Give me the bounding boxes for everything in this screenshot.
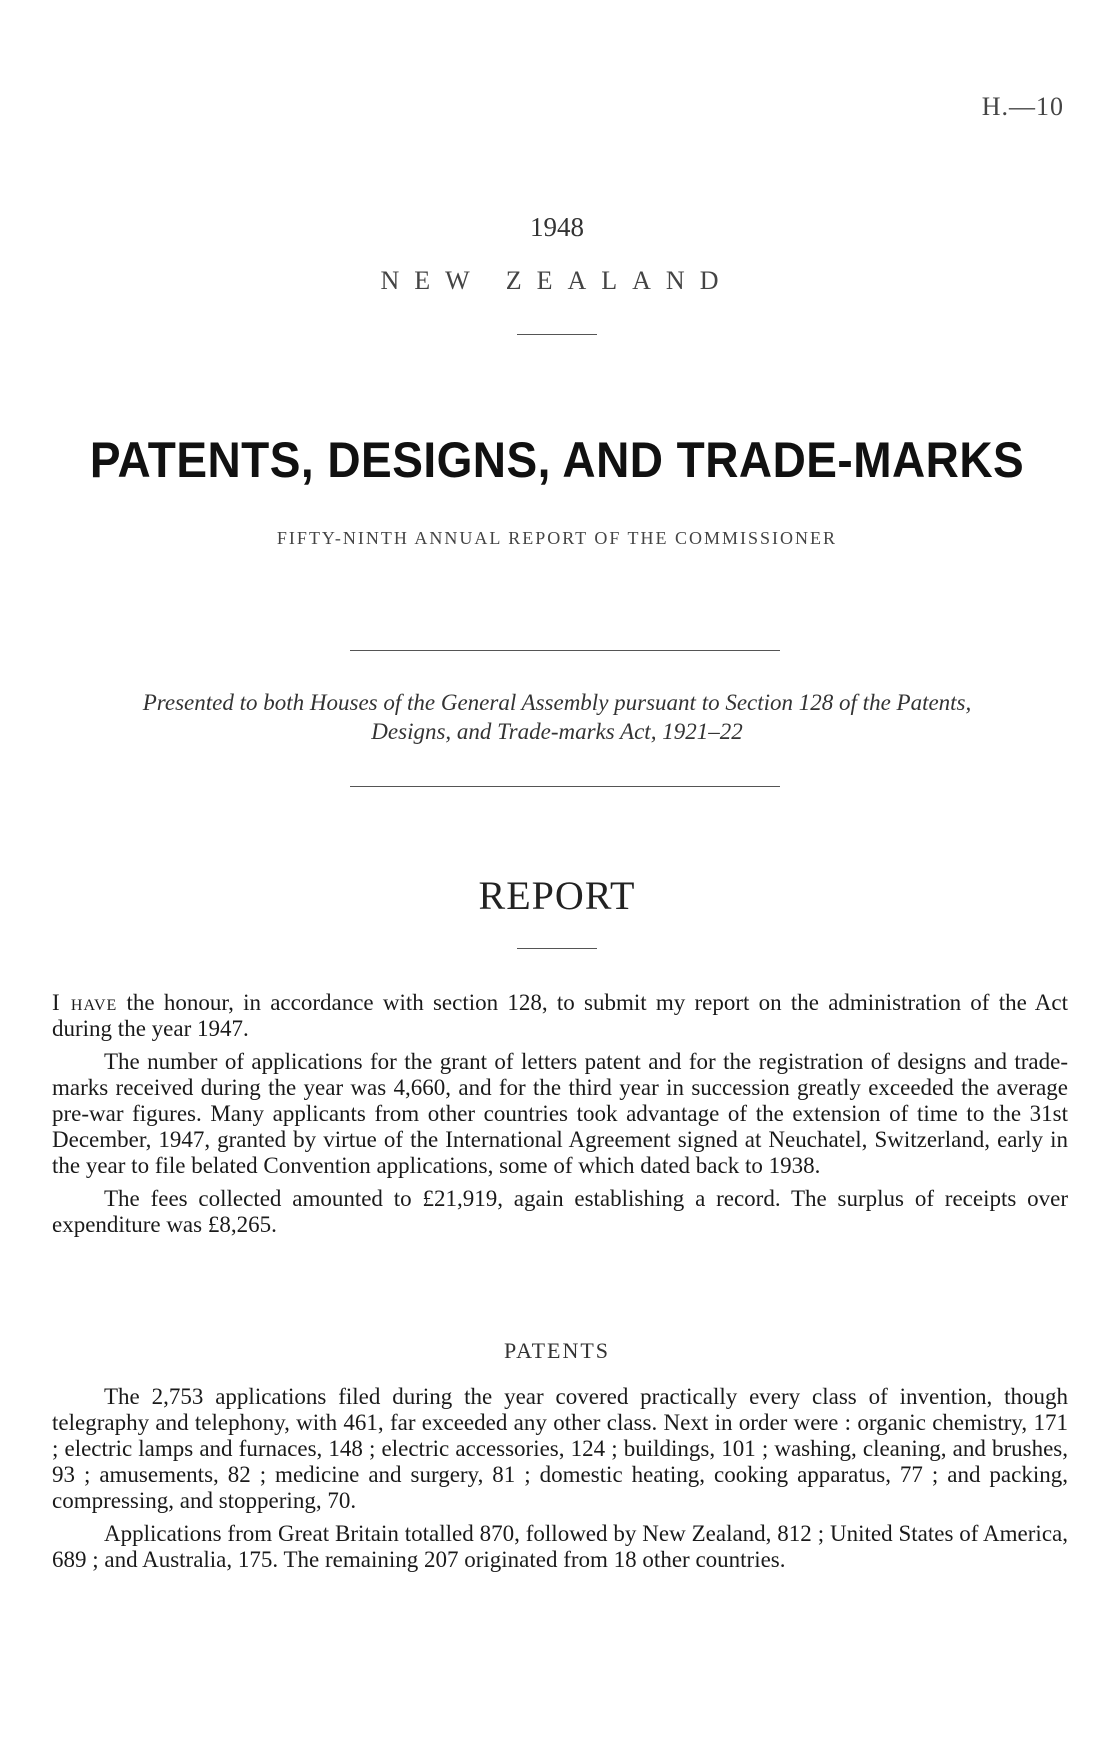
report-paragraph-2: The number of applications for the grant of letters patent and for the registration of designs and trade-marks received during the year was 4,660, and for the third year in succession greatly exceeded the average pre-war figures. Many applicants from other countries took advantage of the extension of time to the 31st December, 1947, granted by virtue of the International Agreement signed at Neuchatel, Switzerland, early in the year to file belated Convention applications, some of which dated back to 1938. — [52, 1049, 1068, 1178]
presented-text — [0, 688, 1114, 746]
patents-body — [52, 1384, 1068, 1580]
report-body — [52, 990, 1068, 1245]
patents-paragraph-2: Applications from Great Britain totalled 870, followed by New Zealand, 812 ; United States of America, 689 ; and Australia, 175. The remaining 207 originated from 18 other countries. — [52, 1521, 1068, 1572]
subtitle: FIFTY-NINTH ANNUAL REPORT OF THE COMMISSIONER — [276, 528, 838, 548]
page-code: H.—10 — [981, 92, 1064, 121]
divider-long-2 — [350, 786, 780, 787]
patents-heading: PATENTS — [503, 1338, 611, 1363]
divider-short-2 — [517, 948, 597, 949]
report-paragraph-1 — [52, 990, 1068, 1042]
patents-paragraph-1: The 2,753 applications filed during the year covered practically every class of invention, though telegraphy and telephony, with 461, far exceeded any other class. Next in order were : organic chemistry, 171 ; electric lamps and furnaces, 148 ; electric accessories, 124 ; buildings, 101 ; washing, cleaning, and brushes, 93 ; amusements, 82 ; medicine and surgery, 81 ; domestic heating, cooking apparatus, 77 ; and packing, compressing, and stoppering, 70. — [52, 1384, 1068, 1513]
presented-line-1: Presented to both Houses of the General Assembly pursuant to Section 128 of the Patents, — [142, 690, 972, 715]
report-paragraph-1-lead: I have — [52, 990, 118, 1015]
report-paragraph-3: The fees collected amounted to £21,919, again establishing a record. The surplus of receipts over expenditure was £8,265. — [52, 1186, 1068, 1237]
country: NEW ZEALAND — [380, 266, 734, 295]
year: 1948 — [530, 212, 584, 242]
report-paragraph-1-rest: the honour, in accordance with section 128, to submit my report on the administration of the Act during the year 1947. — [52, 990, 1068, 1041]
divider-short-1 — [517, 334, 597, 335]
report-heading: REPORT — [478, 873, 636, 918]
main-title: PATENTS, DESIGNS, AND TRADE-MARKS — [89, 432, 1025, 488]
divider-long-1 — [350, 650, 780, 651]
presented-line-2: Designs, and Trade-marks Act, 1921–22 — [371, 719, 743, 744]
